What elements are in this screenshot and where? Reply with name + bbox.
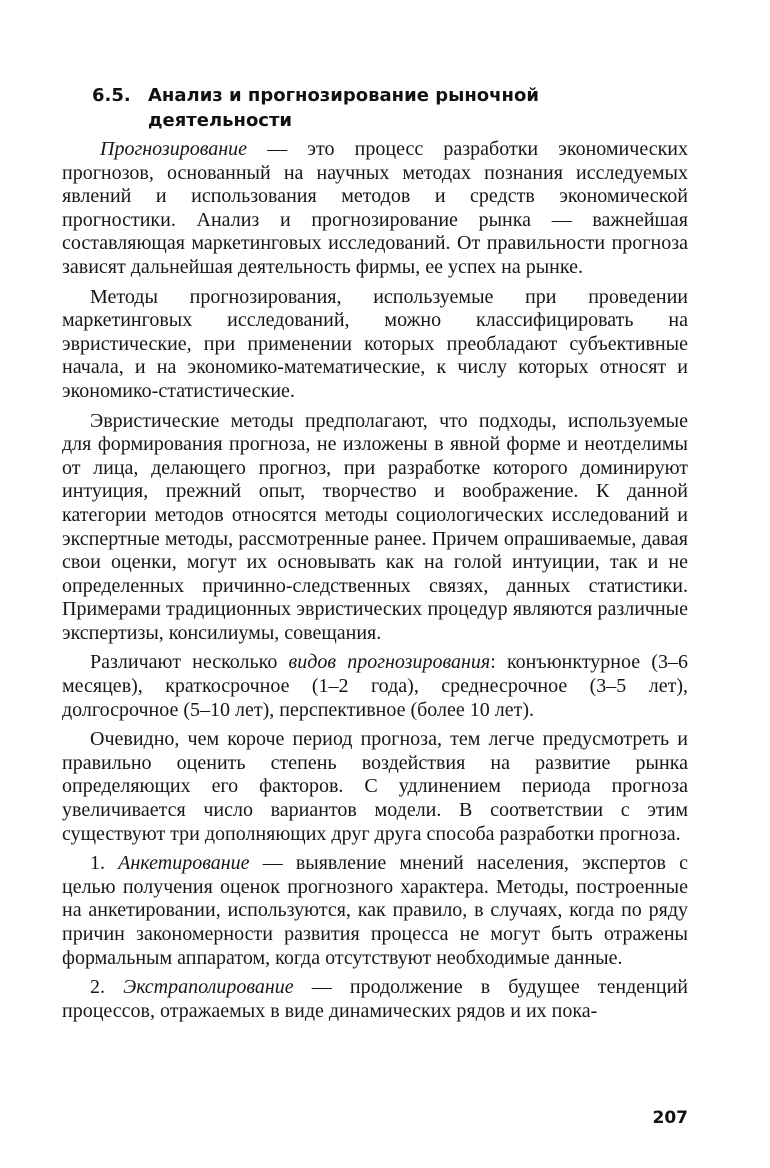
paragraph-text: — это процесс разработки экономических прогнозов, основанный на научных методах познания исследуемых явлений и использования методов и средств экономической прогностики. Анализ и прогнозирование рынка — важнейшая составляющая маркетинговых исследований. От правильности прогноза зависят дальнейшая деятельность фирмы, ее успех на рынке.: [62, 138, 688, 278]
section-number: 6.5.: [92, 85, 131, 106]
page-number: 207: [652, 1108, 688, 1128]
paragraph-text: : конъюнктурное (3–6 месяцев), краткосрочное (1–2 года), среднесрочное (3–5 лет), долгосрочное (5–10 лет), перспективное (более 10 лет).: [62, 651, 688, 721]
paragraph-text: — продолжение в будущее тенденций процессов, отражаемых в виде динамических рядов и их пока-: [62, 976, 688, 1022]
paragraph-forecast-types: [62, 651, 688, 722]
term-questioning: Анкетирование: [118, 852, 250, 875]
section-title: Анализ и прогнозирование рыночной деятельности: [148, 85, 539, 131]
section-heading: [92, 83, 692, 133]
paragraph-heuristic-methods: Эвристические методы предполагают, что подходы, используемые для формирования прогноза, не изложены в явной форме и неотделимы от лица, делающего прогноз, при разработке которого доминируют интуиция, прежний опыт, творчество и воображение. К данной категории методов относятся методы социологических исследований и экспертные методы, рассмотренные ранее. Причем опрашиваемые, давая свои оценки, могут их основывать как на голой интуиции, так и не определенных причинно-следственных связях, данных статистики. Примерами традиционных эвристических процедур являются различные экспертизы, консилиумы, совещания.: [62, 409, 688, 644]
term-forecast-types: видов прогнозирования: [288, 651, 491, 674]
paragraph-questioning: [62, 852, 688, 970]
paragraph-forecast-period: Очевидно, чем короче период прогноза, тем легче предусмотреть и правильно оценить степень воздействия на развитие рынка определяющих его факторов. С удлинением периода прогноза увеличивается число вариантов модели. В соответствии с этим существуют три дополняющих друг друга способа разработки прогноза.: [62, 728, 688, 845]
paragraph-definition: [62, 138, 688, 280]
list-number: 2.: [90, 976, 124, 999]
paragraph-lead: Различают несколько: [90, 651, 289, 674]
term-extrapolation: Экстраполирование: [123, 976, 294, 999]
paragraph-extrapolation: [62, 976, 688, 1023]
paragraph-methods: Методы прогнозирования, используемые при проведении маркетинговых исследований, можно классифицировать на эвристические, при применении которых преобладают субъективные начала, и на экономико-математические, к числу которых относят и экономико-статистические.: [62, 285, 688, 402]
body-text: [62, 138, 688, 1023]
term-forecasting: Прогнозирование: [100, 138, 248, 160]
paragraph-text: — выявление мнений населения, экспертов с целью получения оценок прогнозного характера. Методы, построенные на анкетировании, используются, как правило, в случаях, когда по ряду причин закономерности развития процесса не могут быть отражены формальным аппаратом, когда отсутствуют необходимые данные.: [62, 852, 688, 969]
list-number: 1.: [90, 852, 119, 875]
